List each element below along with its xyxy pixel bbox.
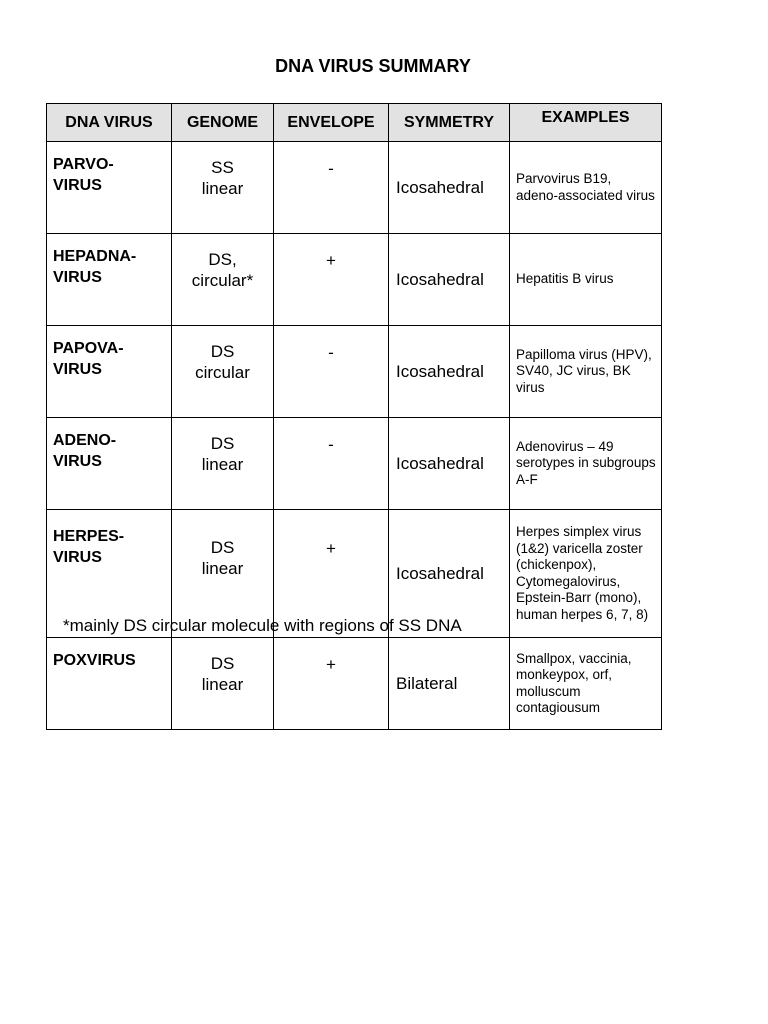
genome-line1: SS	[211, 158, 234, 177]
genome-line2: circular	[195, 363, 250, 382]
table-row	[47, 638, 662, 730]
examples-cell: Herpes simplex virus (1&2) varicella zoster (chickenpox), Cytomegalovirus, Epstein-Barr (mono), human herpes 6, 7, 8)	[510, 510, 662, 638]
envelope-cell: +	[274, 234, 389, 326]
genome-line1: DS,	[208, 250, 237, 269]
examples-cell: Adenovirus – 49 serotypes in subgroups A-F	[510, 418, 662, 510]
genome-cell	[172, 418, 274, 510]
virus-name-line2: VIRUS	[53, 453, 102, 470]
table-row	[47, 418, 662, 510]
genome-line2: linear	[201, 179, 244, 198]
footnote: *mainly DS circular molecule with regions of SS DNA	[63, 616, 462, 635]
table-header-row	[47, 104, 662, 142]
virus-name-cell	[47, 142, 172, 234]
genome-line2: linear	[201, 675, 244, 694]
examples-cell: Papilloma virus (HPV), SV40, JC virus, BK virus	[510, 326, 662, 418]
envelope-cell: -	[274, 326, 389, 418]
virus-name-line2: VIRUS	[53, 177, 102, 194]
virus-name-line1: POXVIRUS	[53, 652, 136, 669]
envelope-cell: -	[274, 418, 389, 510]
genome-line1: DS	[210, 654, 235, 673]
symmetry-cell: Icosahedral	[389, 418, 510, 510]
virus-name-line1: PARVO-	[53, 156, 114, 173]
genome-line2: linear	[201, 559, 244, 578]
header-symmetry: SYMMETRY	[389, 104, 510, 142]
envelope-cell: +	[274, 510, 389, 638]
genome-cell	[172, 142, 274, 234]
envelope-cell: +	[274, 638, 389, 730]
virus-name-line1: HEPADNA-	[53, 248, 137, 265]
table-row	[47, 142, 662, 234]
virus-name-cell	[47, 418, 172, 510]
symmetry-cell: Icosahedral	[389, 234, 510, 326]
virus-name-cell	[47, 638, 172, 730]
genome-cell	[172, 326, 274, 418]
examples-cell: Hepatitis B virus	[510, 234, 662, 326]
genome-cell	[172, 234, 274, 326]
virus-name-line1: ADENO-	[53, 432, 117, 449]
genome-line1: DS	[210, 434, 235, 453]
virus-name-line1: HERPES-	[53, 528, 125, 545]
examples-cell: Parvovirus B19, adeno-associated virus	[510, 142, 662, 234]
symmetry-cell: Icosahedral	[389, 142, 510, 234]
genome-cell	[172, 638, 274, 730]
table-row	[47, 326, 662, 418]
virus-name-cell	[47, 234, 172, 326]
genome-line1: DS	[210, 342, 235, 361]
header-examples: EXAMPLES	[510, 104, 662, 142]
virus-name-line2: VIRUS	[53, 549, 102, 566]
table-row	[47, 234, 662, 326]
virus-name-line1: PAPOVA-	[53, 340, 124, 357]
genome-line1: DS	[210, 538, 235, 557]
symmetry-cell: Icosahedral	[389, 326, 510, 418]
symmetry-cell: Bilateral	[389, 638, 510, 730]
envelope-cell: -	[274, 142, 389, 234]
header-envelope: ENVELOPE	[274, 104, 389, 142]
virus-name-line2: VIRUS	[53, 269, 102, 286]
virus-name-cell	[47, 326, 172, 418]
header-dna-virus: DNA VIRUS	[47, 104, 172, 142]
genome-line2: circular*	[191, 271, 254, 290]
page-title: DNA VIRUS SUMMARY	[275, 56, 471, 76]
examples-cell: Smallpox, vaccinia, monkeypox, orf, molluscum contagiousum	[510, 638, 662, 730]
genome-line2: linear	[201, 455, 244, 474]
symmetry-cell: Icosahedral	[389, 510, 510, 638]
virus-name-line2: VIRUS	[53, 361, 102, 378]
header-genome: GENOME	[172, 104, 274, 142]
